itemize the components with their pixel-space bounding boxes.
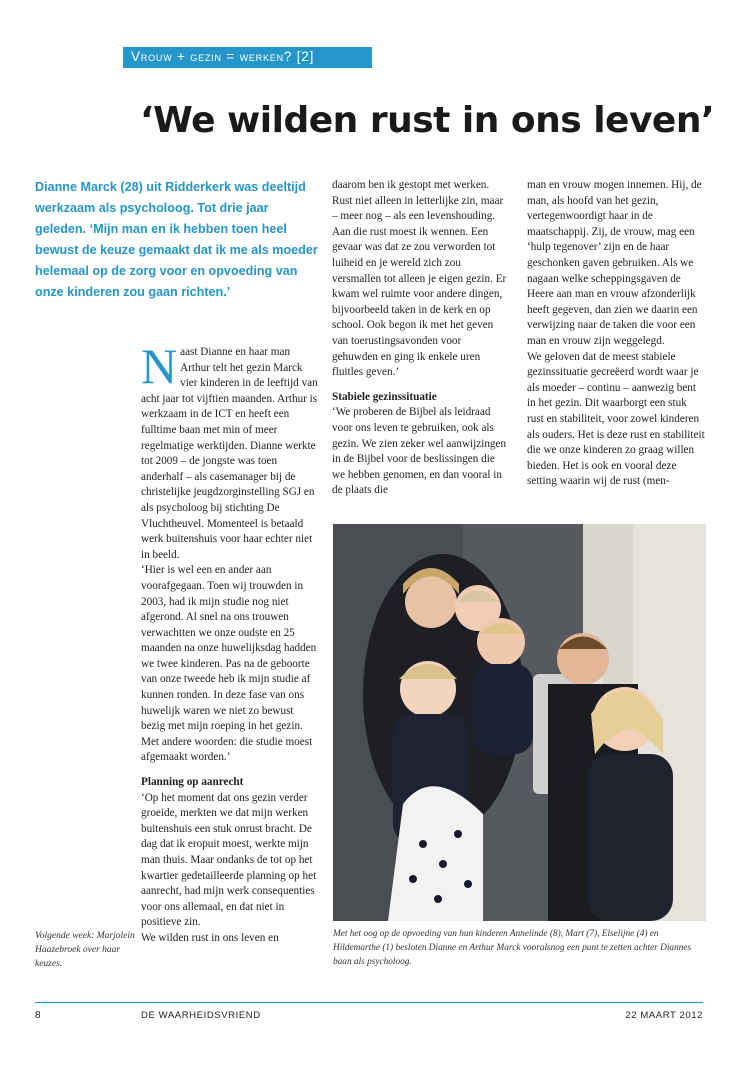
article-headline: ‘We wilden rust in ons leven’ bbox=[140, 100, 715, 141]
body-column-3 bbox=[527, 178, 705, 490]
paragraph: man en vrouw mogen innemen. Hij, de man, als hoofd van het gezin, vertegenwoordigt haar in de maatschappij. Zij, de vrouw, mag een ‘hulp tegenover’ zijn en de haar geschonken gaven gebruiken. Als we nagaan welke scheppingsgaven de Heere aan man en vrouw afzonderlijk heeft gegeven, dan zien we daarin een verwijzing naar de taken die voor een man en vrouw zijn weggelegd. bbox=[527, 179, 702, 347]
subheading-planning: Planning op aanrecht bbox=[141, 776, 244, 789]
series-banner: Vrouw + gezin = werken? [2] bbox=[123, 47, 372, 68]
family-photo bbox=[333, 524, 706, 921]
article-intro: Dianne Marck (28) uit Ridderkerk was deeltijd werkzaam als psycholoog. Tot drie jaar geleden. ‘Mijn man en ik hebben toen heel bewust de keuze gemaakt dat ik me als moeder helemaal op de zorg voor en opvoeding van onze kinderen zou gaan richten.’ bbox=[35, 180, 318, 299]
drop-cap: N bbox=[141, 338, 178, 394]
body-column-2 bbox=[332, 178, 510, 499]
subheading-stabiele: Stabiele gezinssituatie bbox=[332, 390, 437, 403]
paragraph: We wilden rust in ons leven en bbox=[141, 931, 279, 944]
publication-name: DE WAARHEIDSVRIEND bbox=[141, 1010, 261, 1021]
footer-divider bbox=[35, 1002, 703, 1003]
photo-caption: Met het oog op de opvoeding van hun kinderen Annelinde (8), Mart (7), Elselijne (4) en Hildemarthe (1) besloten Dianne en Arthur Marck vooralsnog een punt te zetten achter Diannes baan als psycholoog. bbox=[333, 929, 692, 967]
paragraph: daarom ben ik gestopt met werken. Rust niet alleen in letterlijke zin, maar – meer nog – als een levenshouding. Aan die rust moest ik wennen. Een gevaar was dat ze zou verworden tot luiheid en je wereld zich zou versmallen tot alleen je eigen gezin. Er kwam wel ruimte voor andere dingen, bijvoorbeeld taken in de kerk en op school. Ook begon ik met het geven van toerustingsavonden voor gehuwden en ging ik enkele uren fluitles geven.’ bbox=[332, 179, 507, 379]
next-week-note: Volgende week: Marjolein Haazebroek over haar keuzes. bbox=[35, 931, 135, 969]
body-column-1 bbox=[141, 338, 318, 947]
page-number: 8 bbox=[35, 1010, 41, 1021]
paragraph: ‘Hier is wel een en ander aan voorafgegaan. Toen wij trouwden in 2003, had ik mijn studie nog niet afgerond. Al snel na ons trouwen verwachtten we onze oudste en 25 maanden na onze huwelijksdag hadden we twee kinderen. Pas na de geboorte van onze tweede heb ik mijn studie af kunnen ronden. In deze fase van ons huwelijk waren we niet zo bewust bezig met mijn roeping in het gezin. Met andere woorden: die studie moest afgemaakt worden.’ bbox=[141, 564, 317, 764]
issue-date: 22 MAART 2012 bbox=[625, 1010, 703, 1021]
paragraph: We geloven dat de meest stabiele gezinssituatie gecreëerd wordt waar je als moeder – continu – aanwezig bent in het gezin. Dit waarborgt een stuk rust en stabiliteit, voor zowel kinderen als ouders. Het is deze rust en stabiliteit die we onze kinderen zo graag willen bieden. Het is ook en vooral deze setting waarin wij de rust (men- bbox=[527, 350, 705, 488]
paragraph: ‘We proberen de Bijbel als leidraad voor ons leven te gebruiken, ook als gezin. We zien zeker wel aanwijzingen in de Bijbel voor de beslissingen die we hebben genomen, en dan vooral in de plaats die bbox=[332, 406, 507, 497]
first-paragraph: Naast Dianne en haar man Arthur telt het gezin Marck vier kinderen in de leeftijd van acht jaar tot vijftien maanden. Arthur is werkzaam in de ICT en heeft een fulltime baan met min of meer regelmatige werktijden. Dianne werkte tot 2009 – de jongste was toen anderhalf – als casemanager bij de christelijke jeugdzorginstelling SGJ en als psycholoog bij stichting De Vluchtheuvel. Momenteel is betaald werk buitenshuis voor haar echter niet in beeld. bbox=[141, 338, 318, 561]
paragraph: ‘Op het moment dat ons gezin verder groeide, merkten we dat mijn werken buitenshuis een stuk onrust bracht. De dag dat ik eropuit moest, werkte mijn man thuis. Maar ondanks de tot op het kwartier gedetailleerde planning op het aanrecht, had mijn werk consequenties voor ons allemaal, en dat niet in positieve zin. bbox=[141, 791, 317, 929]
